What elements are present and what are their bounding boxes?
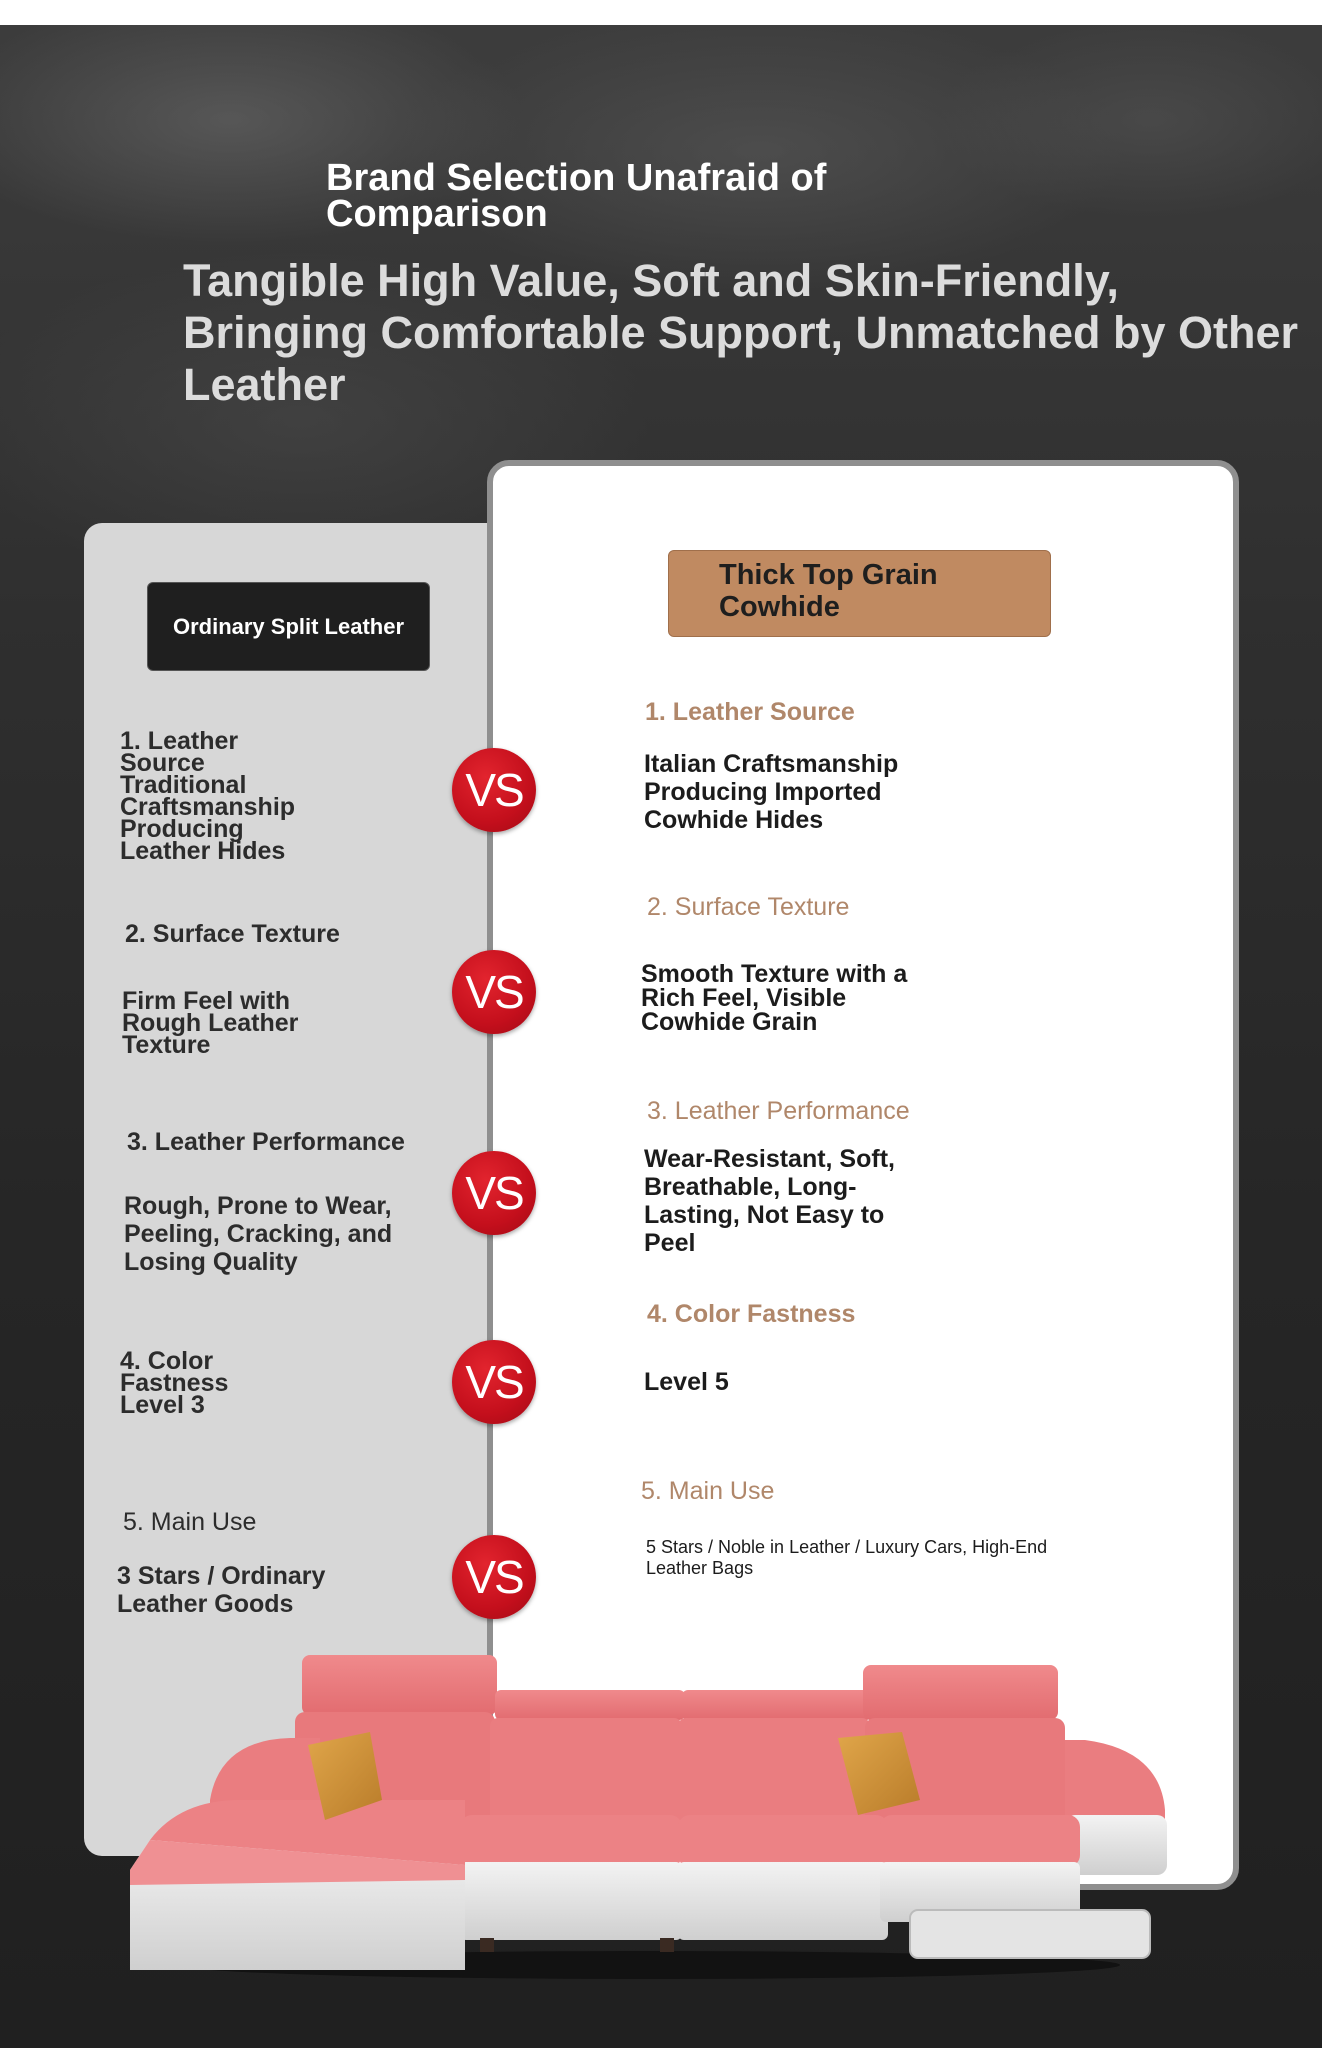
left-performance-heading: 3. Leather Performance: [127, 1128, 405, 1156]
page-subtitle: Tangible High Value, Soft and Skin-Friendly, Bringing Comfortable Support, Unmatched by Other Leather: [183, 255, 1299, 410]
right-main-use-text: 5 Stars / Noble in Leather / Luxury Cars, High-End Leather Bags: [646, 1537, 1048, 1578]
top-grain-badge: Thick Top Grain Cowhide: [668, 550, 1051, 637]
vs-badge: VS: [452, 1535, 536, 1619]
vs-badge: VS: [452, 1340, 536, 1424]
right-leather-source-heading: 1. Leather Source: [645, 698, 855, 726]
vs-badge: VS: [452, 748, 536, 832]
page-title: Brand Selection Unafraid of Comparison: [326, 157, 827, 235]
left-main-use-heading: 5. Main Use: [123, 1508, 257, 1536]
vs-badge: VS: [452, 1151, 536, 1235]
ordinary-leather-badge: Ordinary Split Leather: [147, 582, 430, 671]
sofa-icon: [120, 1640, 1180, 1980]
right-surface-texture-text: Smooth Texture with a Rich Feel, Visible Cowhide Grain: [641, 960, 908, 1036]
right-color-fastness-text: Level 5: [644, 1368, 729, 1396]
left-leather-source: 1. Leather Source Traditional Craftsmanship Producing Leather Hides: [120, 727, 296, 865]
left-surface-texture-heading: 2. Surface Texture: [125, 920, 340, 948]
right-main-use-heading: 5. Main Use: [641, 1477, 775, 1505]
left-main-use-text: 3 Stars / Ordinary Leather Goods: [117, 1562, 326, 1618]
left-color-fastness: 4. Color Fastness Level 3: [120, 1347, 229, 1419]
top-strip: [0, 0, 1322, 25]
right-performance-text: Wear-Resistant, Soft, Breathable, Long-Lasting, Not Easy to Peel: [644, 1145, 895, 1257]
right-surface-texture-heading: 2. Surface Texture: [647, 893, 850, 921]
left-performance-text: Rough, Prone to Wear, Peeling, Cracking, and Losing Quality: [124, 1192, 393, 1276]
right-leather-source-text: Italian Craftsmanship Producing Imported Cowhide Hides: [644, 750, 899, 834]
vs-badge: VS: [452, 950, 536, 1034]
left-surface-texture-text: Firm Feel with Rough Leather Texture: [122, 987, 299, 1059]
right-performance-heading: 3. Leather Performance: [647, 1097, 910, 1125]
right-color-fastness-heading: 4. Color Fastness: [647, 1300, 856, 1328]
